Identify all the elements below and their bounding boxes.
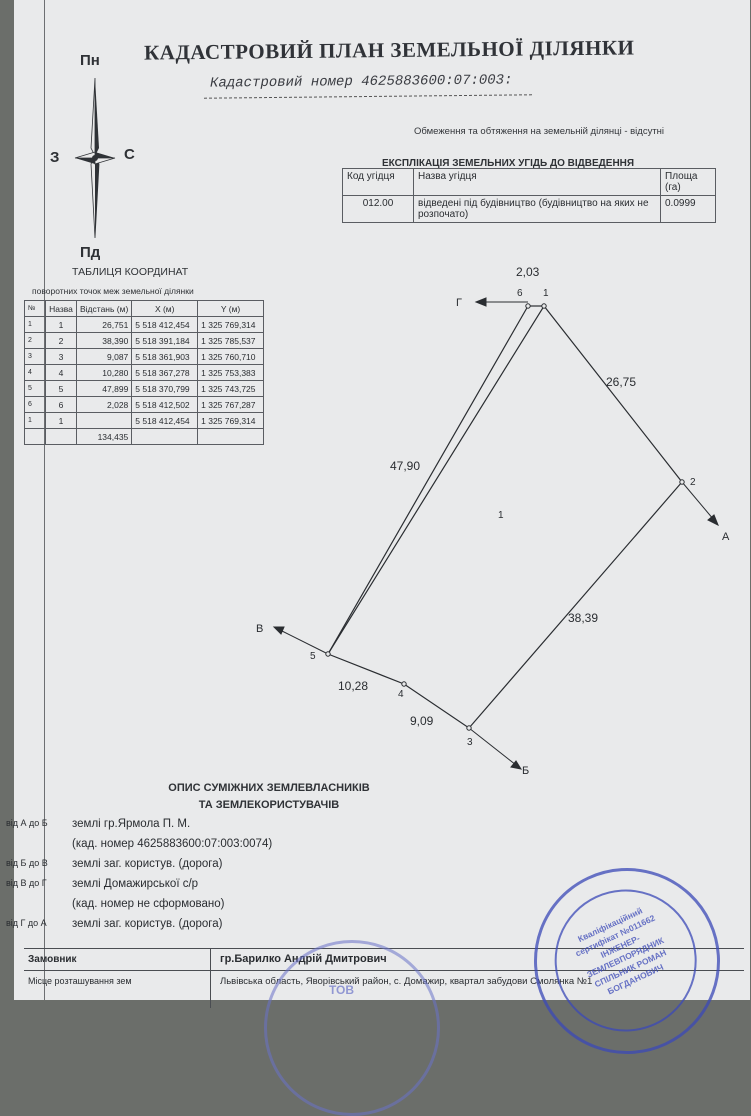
table-cell: 1 325 767,287 <box>198 397 264 413</box>
neighbors-title-line: ТА ЗЕМЛЕКОРИСТУВАЧІВ <box>198 799 340 811</box>
segment-length: 9,09 <box>410 714 434 728</box>
segment-length: 2,03 <box>516 265 540 279</box>
neighbors-title <box>154 780 384 814</box>
point-label: 4 <box>398 689 404 700</box>
neighbor-marker: Б <box>522 765 530 777</box>
table-cell: 1 325 753,383 <box>198 365 264 381</box>
table-cell: 1 325 743,725 <box>198 381 264 397</box>
point-label: 1 <box>543 288 549 299</box>
document-sheet <box>6 0 750 1000</box>
neighbor-text: землі гр.Ярмола П. М. <box>72 818 191 830</box>
table-cell: 2 <box>46 333 77 349</box>
compass-west: З <box>50 149 60 166</box>
table-cell: 1 <box>25 317 46 333</box>
neighbor-text: землі заг. користув. (дорога) <box>72 858 223 870</box>
parcel-plan <box>14 0 750 1000</box>
company-seal <box>264 940 440 1116</box>
neighbor-marker: В <box>256 623 264 635</box>
arrow-v <box>280 630 328 654</box>
arrow-a <box>682 482 714 520</box>
compass-north: Пн <box>80 52 100 69</box>
table-cell: 1 <box>46 317 77 333</box>
neighbor-range: від Б до В <box>6 858 48 868</box>
neighbor-text: землі заг. користув. (дорога) <box>72 918 223 930</box>
neighbor-row <box>6 838 272 850</box>
neighbor-row <box>6 878 198 890</box>
table-cell: 5 <box>46 381 77 397</box>
point-label: 3 <box>467 737 473 748</box>
neighbor-row <box>6 858 222 870</box>
client-name: гр.Барилко Андрій Дмитрович <box>220 953 387 965</box>
neighbor-range: від Г до А <box>6 918 47 928</box>
table-header: X (м) <box>132 301 198 317</box>
table-cell: 0.0999 <box>661 196 716 223</box>
neighbors-title-line: ОПИС СУМІЖНИХ ЗЕМЛЕВЛАСНИКІВ <box>168 782 370 794</box>
table-cell: 2 <box>25 333 46 349</box>
engineer-stamp-text: Кваліфікаційний сертифікат №011662 ІНЖЕНЕР-ЗЕМЛЕВПОРЯДНИК СПІЛЬНИК РОМАН БОГДАНОВИЧ <box>573 905 668 997</box>
neighbor-text: (кад. номер 4625883600:07:003:0074) <box>72 838 273 850</box>
table-cell: 6 <box>25 397 46 413</box>
table-cell: 5 518 412,454 <box>132 413 198 429</box>
table-cell: 38,390 <box>77 333 132 349</box>
neighbor-range: від В до Г <box>6 878 47 888</box>
seal-text: ТОВ <box>329 983 355 997</box>
table-cell: відведені під будівництво (будівництво на яких не розпочато) <box>414 196 661 223</box>
table-cell: 1 325 760,710 <box>198 349 264 365</box>
segment-length: 47,90 <box>390 459 421 473</box>
table-cell: 2,028 <box>77 397 132 413</box>
table-cell: 1 <box>46 413 77 429</box>
table-cell: 10,280 <box>77 365 132 381</box>
compass-east: С <box>124 146 135 163</box>
compass-south: Пд <box>80 244 101 261</box>
table-cell: 3 <box>25 349 46 365</box>
table-header: Y (м) <box>198 301 264 317</box>
table-header: Назва <box>46 301 77 317</box>
neighbor-marker: Г <box>456 297 462 309</box>
table-cell: 26,751 <box>77 317 132 333</box>
table-cell: 1 325 785,537 <box>198 333 264 349</box>
parcel-label: 1 <box>498 510 504 521</box>
location-label: Місце розташування зем <box>28 976 132 986</box>
table-header: № <box>25 301 46 317</box>
point-label: 5 <box>310 651 316 662</box>
explication-title: ЕКСПЛІКАЦІЯ ЗЕМЕЛЬНИХ УГІДЬ ДО ВІДВЕДЕННЯ <box>382 158 635 169</box>
location-text: Львівська область, Яворівський район, с. Домажир, квартал забудови Смолянка №1 <box>220 976 593 987</box>
table-header: Площа (га) <box>661 169 716 196</box>
table-cell: 5 518 412,502 <box>132 397 198 413</box>
table-header: Код угідця <box>343 169 414 196</box>
table-cell: 3 <box>46 349 77 365</box>
parcel-boundary <box>328 306 682 728</box>
table-cell: 1 325 769,314 <box>198 413 264 429</box>
arrow-b <box>469 728 516 765</box>
table-cell: 012.00 <box>343 196 414 223</box>
point-label: 2 <box>690 477 696 488</box>
table-cell: 9,087 <box>77 349 132 365</box>
table-cell: 5 518 370,799 <box>132 381 198 397</box>
segment-length: 10,28 <box>338 679 369 693</box>
table-cell: 47,899 <box>77 381 132 397</box>
coordinates-title: ТАБЛИЦЯ КООРДИНАТ <box>72 266 189 278</box>
table-cell: 6 <box>46 397 77 413</box>
table-cell: 5 518 361,903 <box>132 349 198 365</box>
segment-length: 26,75 <box>606 375 637 389</box>
table-cell: 5 518 391,184 <box>132 333 198 349</box>
cadastral-number: Кадастровий номер 4625883600:07:003: <box>209 72 513 92</box>
table-cell: 5 518 367,278 <box>132 365 198 381</box>
point-label: 6 <box>517 288 523 299</box>
table-cell: 4 <box>46 365 77 381</box>
client-label: Замовник <box>28 954 77 965</box>
table-cell: 1 325 769,314 <box>198 317 264 333</box>
neighbor-row <box>6 818 190 830</box>
coordinates-subtitle: поворотних точок меж земельної ділянки <box>32 286 194 296</box>
table-cell: 5 518 412,454 <box>132 317 198 333</box>
neighbor-text: (кад. номер не сформовано) <box>72 898 225 910</box>
neighbor-row <box>6 898 224 910</box>
restrictions-note: Обмеження та обтяження на земельній ділянці - відсутні <box>414 126 665 137</box>
segment-length: 38,39 <box>568 611 599 625</box>
table-header: Відстань (м) <box>77 301 132 317</box>
neighbor-text: землі Домажирської с/р <box>72 878 199 890</box>
neighbor-range: від А до Б <box>6 818 48 828</box>
table-cell: 5 <box>25 381 46 397</box>
document-title: КАДАСТРОВИЙ ПЛАН ЗЕМЕЛЬНОЇ ДІЛЯНКИ <box>143 35 635 65</box>
table-cell: 4 <box>25 365 46 381</box>
neighbor-row <box>6 918 222 930</box>
total-length: 134,435 <box>77 429 132 445</box>
neighbor-marker: А <box>722 531 730 543</box>
table-cell: 1 <box>25 413 46 429</box>
table-header: Назва угідця <box>414 169 661 196</box>
